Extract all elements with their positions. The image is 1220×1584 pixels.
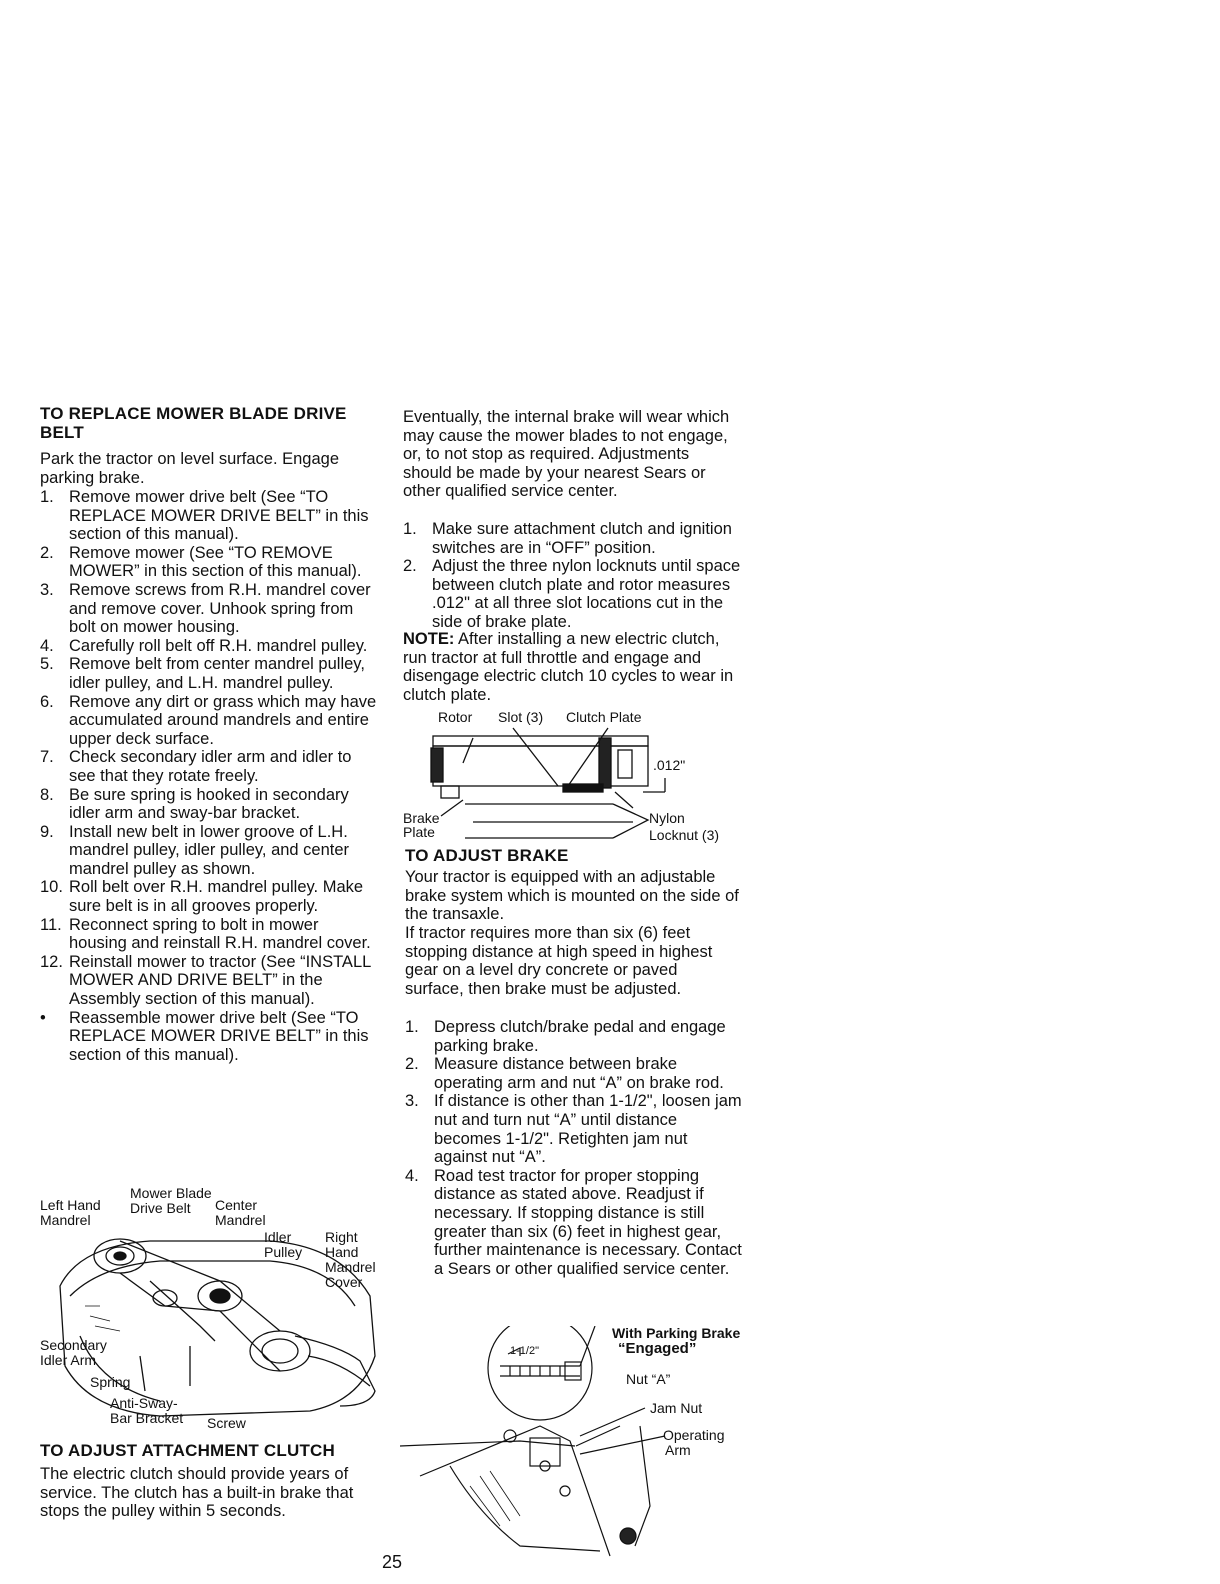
step-number: • xyxy=(40,1008,46,1027)
mower-deck-figure xyxy=(40,1186,385,1436)
step-item xyxy=(40,488,380,544)
label-rotor: Rotor xyxy=(438,709,473,725)
step-text: If distance is other than 1-1/2", loosen jam nut and turn nut “A” until distance becomes 1-1/2". Retighten jam nut against nut “A”. xyxy=(434,1092,742,1167)
step-text: Reinstall mower to tractor (See “INSTALL MOWER AND DRIVE BELT” in the Assembly section of this manual). xyxy=(69,952,371,1009)
label-nut-a: Nut “A” xyxy=(626,1371,671,1387)
step-number: 12. xyxy=(40,952,63,971)
brake-distance-paragraph: If tractor requires more than six (6) feet stopping distance at high speed in highest gear on a level dry concrete or paved surface, then brake must be adjusted. xyxy=(405,924,713,998)
step-item xyxy=(40,637,380,656)
label-jam-nut: Jam Nut xyxy=(650,1400,703,1416)
label-operating: Operating xyxy=(663,1427,725,1443)
step-text: Remove mower (See “TO REMOVE MOWER” in this section of this manual). xyxy=(69,543,362,581)
brake-system-paragraph: Your tractor is equipped with an adjustable brake system which is mounted on the side of the transaxle. xyxy=(405,868,739,924)
brake-wear-paragraph: Eventually, the internal brake will wear which may cause the mower blades to not engage, or, to not stop as required. Adjustments should be made by your nearest Sears or other qualified service center. xyxy=(403,408,730,501)
label-left-hand-mandrel: Left Hand Mandrel xyxy=(40,1197,101,1228)
step-item xyxy=(405,1018,745,1055)
step-text: Depress clutch/brake pedal and engage parking brake. xyxy=(434,1018,726,1055)
step-text: Road test tractor for proper stopping distance as stated above. Readjust if necessary. If stopping distance is still greater than six (6) feet in highest gear, further maintenance is necessary. Contact a Sears or other qualified service center. xyxy=(434,1166,742,1278)
step-text: Adjust the three nylon locknuts until space between clutch plate and rotor measures .012" at all three slot locations cut in the side of brake plate. xyxy=(432,557,741,631)
label-center-mandrel: Center Mandrel xyxy=(215,1197,266,1228)
label-rh-mandrel-cover: Right Hand Mandrel Cover xyxy=(325,1229,376,1290)
intro-paragraph: Park the tractor on level surface. Engage parking brake. xyxy=(40,450,339,487)
step-number: 9. xyxy=(40,822,54,841)
step-item xyxy=(40,581,380,637)
note-label: NOTE: xyxy=(403,630,455,648)
step-item xyxy=(405,1055,745,1092)
step-item xyxy=(403,520,743,557)
brake-adjust-steps xyxy=(405,1018,745,1278)
step-number: 7. xyxy=(40,748,54,767)
step-item xyxy=(405,1167,745,1279)
section-heading-replace-belt: TO REPLACE MOWER BLADE DRIVE BELT xyxy=(40,404,347,442)
step-number: 2. xyxy=(40,543,54,562)
note-paragraph xyxy=(403,630,743,704)
label-spring: Spring xyxy=(90,1374,131,1390)
clutch-adjust-steps xyxy=(403,520,743,632)
step-item xyxy=(40,953,380,1009)
step-item xyxy=(40,1009,380,1065)
step-text: Roll belt over R.H. mandrel pulley. Make sure belt is in all grooves properly. xyxy=(69,878,364,916)
step-text: Reconnect spring to bolt in mower housing and reinstall R.H. mandrel cover. xyxy=(69,915,371,953)
clutch-figure xyxy=(403,708,748,863)
label-dimension: 1-1/2" xyxy=(510,1345,539,1357)
step-number: 3. xyxy=(405,1092,419,1111)
step-number: 3. xyxy=(40,580,54,599)
step-number: 8. xyxy=(40,785,54,804)
label-secondary-idler-arm: Secondary Idler Arm xyxy=(40,1337,107,1368)
section-heading-adjust-clutch: TO ADJUST ATTACHMENT CLUTCH xyxy=(40,1441,336,1460)
label-engaged: “Engaged” xyxy=(618,1340,697,1357)
step-item xyxy=(40,693,380,749)
label-bar-bracket: Bar Bracket xyxy=(110,1410,184,1426)
page-number: 25 xyxy=(382,1552,403,1572)
step-text: Check secondary idler arm and idler to see that they rotate freely. xyxy=(69,748,352,785)
clutch-paragraph: The electric clutch should provide years of service. The clutch has a built-in brake that stops the pulley within 5 seconds. xyxy=(40,1465,354,1521)
step-item xyxy=(403,557,743,631)
label-screw: Screw xyxy=(207,1415,246,1431)
step-text: Remove belt from center mandrel pulley, idler pulley, and L.H. mandrel pulley. xyxy=(69,655,365,692)
step-item xyxy=(40,823,380,879)
step-text: Remove any dirt or grass which may have accumulated around mandrels and entire upper deck surface. xyxy=(69,692,377,748)
label-locknut: Locknut (3) xyxy=(649,827,720,843)
label-clutch-plate: Clutch Plate xyxy=(566,709,642,725)
step-text: Remove mower drive belt (See “TO REPLACE MOWER DRIVE BELT” in this section of this manual). xyxy=(69,488,369,544)
step-number: 10. xyxy=(40,878,63,897)
step-text: Make sure attachment clutch and ignition switches are in “OFF” position. xyxy=(432,520,732,557)
label-slot: Slot (3) xyxy=(498,709,544,725)
step-number: 1. xyxy=(405,1018,419,1036)
step-item xyxy=(405,1092,745,1166)
note-text: After installing a new electric clutch, run tractor at full throttle and engage and disengage electric clutch 10 cycles to wear in clutch plate. xyxy=(403,630,734,704)
step-text: Remove screws from R.H. mandrel cover and remove cover. Unhook spring from bolt on mower housing. xyxy=(69,580,371,637)
step-item xyxy=(40,786,380,823)
label-anti-sway: Anti-Sway- xyxy=(110,1395,178,1411)
step-text: Be sure spring is hooked in secondary idler arm and sway-bar bracket. xyxy=(69,785,349,823)
parking-brake-illustration xyxy=(400,1326,745,1566)
step-text: Reassemble mower drive belt (See “TO REPLACE MOWER DRIVE BELT” in this section of this manual). xyxy=(69,1008,369,1064)
step-text: Install new belt in lower groove of L.H. mandrel pulley, idler pulley, and center mandrel pulley as shown. xyxy=(69,822,350,878)
label-brake: Brake xyxy=(403,810,440,826)
step-text: Measure distance between brake operating arm and nut “A” on brake rod. xyxy=(434,1055,724,1092)
label-mower-blade-drive-belt: Mower Blade Drive Belt xyxy=(130,1185,212,1216)
label-nylon: Nylon xyxy=(649,810,685,826)
step-number: 4. xyxy=(405,1166,419,1185)
label-idler-pulley: Idler Pulley xyxy=(264,1229,303,1260)
step-item xyxy=(40,878,380,915)
step-item xyxy=(40,916,380,953)
step-number: 2. xyxy=(403,557,417,576)
step-item xyxy=(40,544,380,581)
step-item xyxy=(40,655,380,692)
replace-belt-steps xyxy=(40,488,380,1064)
step-number: 5. xyxy=(40,655,54,674)
step-number: 4. xyxy=(40,636,54,655)
label-arm: Arm xyxy=(665,1442,691,1458)
step-number: 11. xyxy=(40,915,62,934)
step-number: 6. xyxy=(40,692,54,711)
label-with-parking-brake: With Parking Brake xyxy=(612,1325,741,1341)
step-item xyxy=(40,748,380,785)
section-heading-adjust-brake: TO ADJUST BRAKE xyxy=(405,846,569,865)
label-plate: Plate xyxy=(403,824,435,840)
step-number: 2. xyxy=(405,1055,419,1074)
step-text: Carefully roll belt off R.H. mandrel pulley. xyxy=(69,636,368,655)
parking-brake-figure xyxy=(400,1326,745,1566)
label-gap-measure: .012" xyxy=(653,757,686,773)
step-number: 1. xyxy=(40,488,54,506)
step-number: 1. xyxy=(403,520,417,538)
